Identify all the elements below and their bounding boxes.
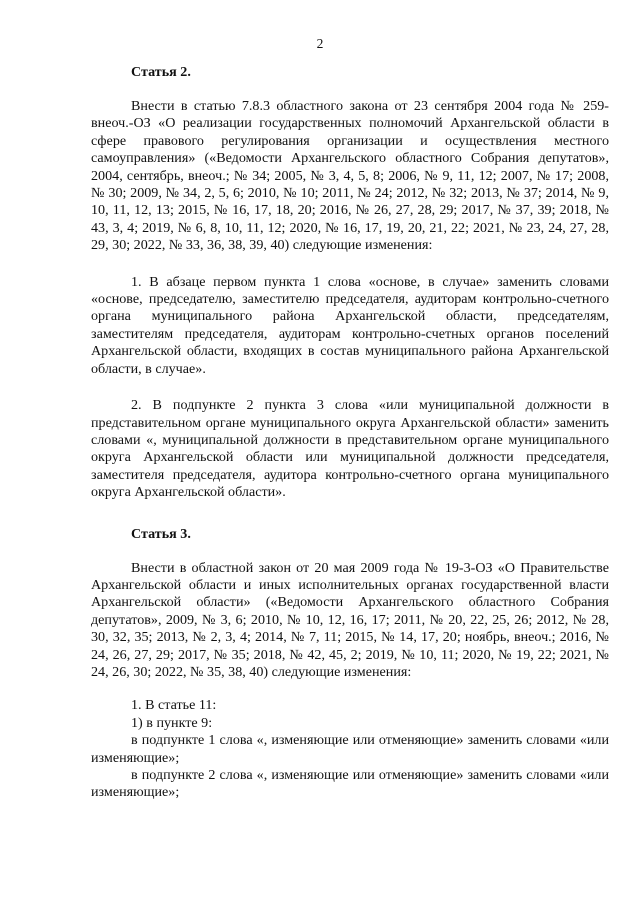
document-body (91, 64, 609, 802)
article-3-item-1: 1. В статье 11: (131, 697, 217, 714)
article-2-heading: Статья 2. (131, 64, 191, 80)
page-number: 2 (316, 36, 324, 51)
article-2-item-2: 2. В подпункте 2 пункта 3 слова «или муниципальной должности в представительном органе муниципального округа Архангельской области» заменить словами «, муниципальной должности в представительном органе муниципального округа Архангельской области или муниципальной должности председателя, заместителя председателя, аудитора контрольно-счетного органа муниципального округа Архангельской области». (91, 397, 609, 501)
article-3-subitem-1: 1) в пункте 9: (131, 714, 213, 731)
article-3-heading: Статья 3. (131, 525, 191, 542)
article-3-intro: Внести в областной закон от 20 мая 2009 года № 19-3-ОЗ «О Правительстве Архангельской области и иных исполнительных органах государственной власти Архангельской области» («Ведомости Архангельского областного Собрания депутатов», 2009, № 3, 6; 2010, № 10, 12, 16, 17; 2011, № 20, 22, 25, 26; 2012, № 28, 30, 32, 35; 2013, № 2, 3, 4; 2014, № 7, 11; 2015, № 14, 17, 20; ноябрь, внеоч.; 2016, № 24, 26, 27, 29; 2017, № 35; 2018, № 42, 45, 2; 2019, № 10, 11; 2020, № 19, 22; 2021, № 24, 26, 30; 2022, № 35, 38, 40) следующие изменения: (91, 559, 609, 680)
article-3-subitem-1a: в подпункте 1 слова «, изменяющие или отменяющие» заменить словами «или изменяющие»; (91, 732, 609, 766)
article-2-intro: Внести в статью 7.8.3 областного закона от 23 сентября 2004 года № 259-внеоч.-ОЗ «О реализации государственных полномочий Архангельской области в сфере правового регулирования организации и осуществления местного самоуправления» («Ведомости Архангельского областного Собрания депутатов», 2004, сентябрь, внеоч.; № 34; 2005, № 3, 4, 5, 8; 2006, № 9, 11, 12; 2007, № 17; 2008, № 30; 2009, № 34, 2, 5, 6; 2010, № 10; 2011, № 24; 2012, № 32; 2013, № 37; 2014, № 9, 10, 11, 12, 13; 2015, № 16, 17, 18, 20; 2016, № 26, 27, 28, 29; 2017, № 37, 39; 2018, № 43, 3, 4; 2019, № 6, 8, 10, 11, 12; 2020, № 16, 17, 19, 20, 21, 22; 2021, № 23, 24, 27, 28, 29, 30; 2022, № 33, 36, 38, 39, 40) следующие изменения: (91, 98, 609, 254)
article-2-item-1: 1. В абзаце первом пункта 1 слова «основе, в случае» заменить словами «основе, председателю, заместителю председателя, аудиторам контрольно-счетного органа муниципального района Архангельской области, председателям, заместителям председателя, аудиторам контрольно-счетных органов поселений Архангельской области, входящих в состав муниципального района Архангельской области, в случае». (91, 273, 609, 377)
article-3-subitem-1b: в подпункте 2 слова «, изменяющие или отменяющие» заменить словами «или изменяющие»; (91, 767, 609, 801)
